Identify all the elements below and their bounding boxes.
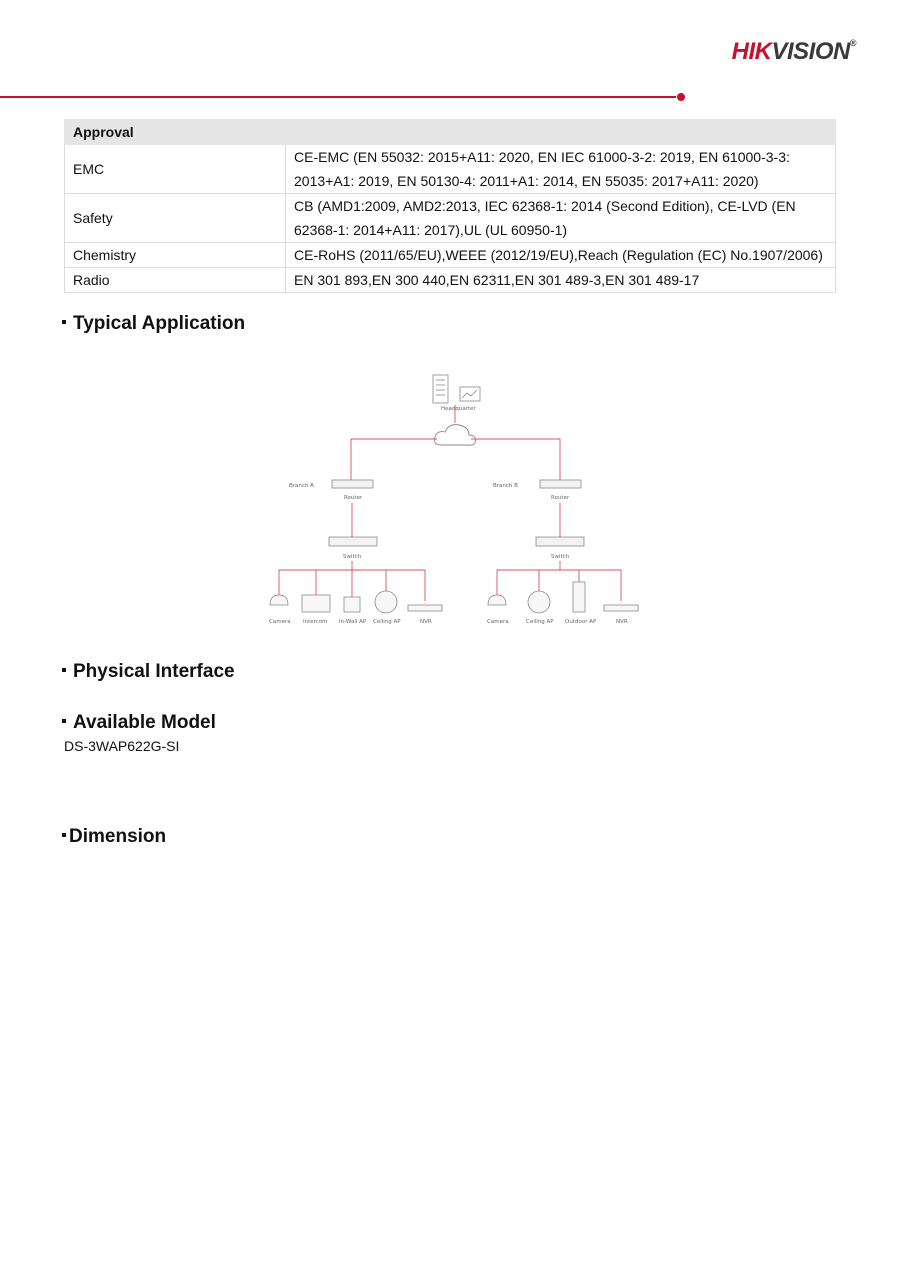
row-label: EMC [65, 145, 286, 194]
switch-icon [329, 537, 377, 546]
device-label: Outdoor AP [565, 619, 597, 625]
ceiling-ap-icon [528, 591, 550, 613]
device-label: In-Wall AP [339, 619, 367, 625]
cloud-icon [435, 425, 476, 446]
switch-icon [536, 537, 584, 546]
bullet-icon [62, 320, 66, 324]
device-label: Ceiling AP [526, 619, 554, 625]
approval-header: Approval [65, 120, 836, 145]
table-row [65, 145, 836, 194]
nvr-icon [408, 605, 442, 611]
approval-table [64, 119, 836, 293]
row-value: CB (AMD1:2009, AMD2:2013, IEC 62368-1: 2014 (Second Edition), CE-LVD (EN 62368-1: 2014+A11: 2017),UL (UL 60950-1) [286, 194, 836, 243]
camera-icon [488, 595, 506, 605]
model-name: DS-3WAP622G-SI [64, 738, 180, 754]
network-diagram [255, 365, 645, 630]
device-label: Intercom [303, 619, 328, 625]
table-row [65, 243, 836, 268]
approval-header-row [65, 120, 836, 145]
row-label: Chemistry [65, 243, 286, 268]
device-label: Camera [487, 619, 509, 625]
switch-label: Switch [551, 554, 570, 560]
bullet-icon [62, 668, 66, 672]
outdoor-ap-icon [573, 582, 585, 612]
row-value: CE-EMC (EN 55032: 2015+A11: 2020, EN IEC 61000-3-2: 2019, EN 61000-3-3: 2013+A1: 2019, EN 50130-4: 2011+A1: 2014, EN 55035: 2017+A11: 2020) [286, 145, 836, 194]
table-row [65, 268, 836, 293]
switch-label: Switch [343, 554, 362, 560]
section-typical-application: Typical Application [62, 313, 245, 335]
router-label: Router [344, 495, 363, 501]
brand-logo: HIKVISION® [731, 38, 856, 65]
device-label: Ceiling AP [373, 619, 401, 625]
bullet-icon [62, 833, 66, 837]
table-row [65, 194, 836, 243]
intercom-icon [302, 595, 330, 612]
camera-icon [270, 595, 288, 605]
header-rule-dot [677, 93, 685, 101]
ceiling-ap-icon [375, 591, 397, 613]
headquarter-label: Headquarter [441, 406, 476, 412]
row-label: Radio [65, 268, 286, 293]
section-available-model: Available Model [62, 712, 216, 734]
bullet-icon [62, 719, 66, 723]
row-value: EN 301 893,EN 300 440,EN 62311,EN 301 489-3,EN 301 489-17 [286, 268, 836, 293]
device-label: NVR [420, 619, 432, 625]
nvr-icon [604, 605, 638, 611]
device-label: Camera [269, 619, 291, 625]
headquarter-icon [433, 375, 480, 403]
row-label: Safety [65, 194, 286, 243]
router-icon [332, 480, 373, 488]
device-label: NVR [616, 619, 628, 625]
row-value: CE-RoHS (2011/65/EU),WEEE (2012/19/EU),Reach (Regulation (EC) No.1907/2006) [286, 243, 836, 268]
router-label: Router [551, 495, 570, 501]
section-physical-interface: Physical Interface [62, 661, 235, 683]
header-rule [0, 96, 676, 98]
router-icon [540, 480, 581, 488]
section-dimension: Dimension [62, 826, 166, 848]
in-wall-ap-icon [344, 597, 360, 612]
branch-a-label: Branch A [289, 483, 314, 489]
branch-b-label: Branch B [493, 483, 518, 489]
